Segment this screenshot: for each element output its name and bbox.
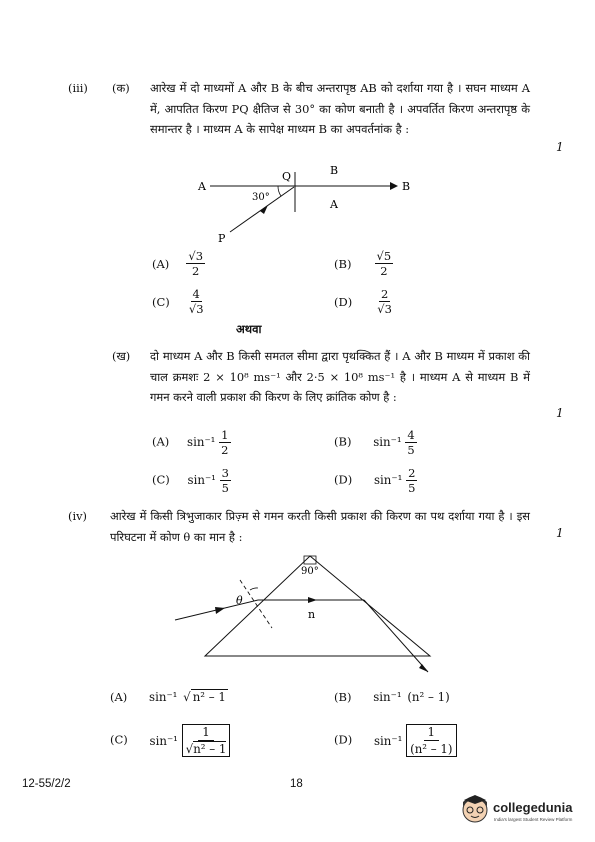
option-ka-C[interactable]: (C) $\frac{4}{√3}$ bbox=[152, 287, 204, 316]
label-theta: θ bbox=[236, 594, 243, 607]
part-kha-text: दो माध्यम A और B किसी समतल सीमा द्वारा पृथक्कित हैं । A और B माध्यम में प्रकाश की चाल क्रमशः 2 × 10⁸ ms⁻¹ और 2·5 × 10⁸ ms⁻¹ है । माध्यम A से माध्यम B में गमन करने वाली प्रकाश की किरण के लिए क्रांतिक कोण है : bbox=[150, 349, 530, 404]
page-number: 18 bbox=[290, 778, 303, 790]
logo-tagline: India's largest Student Review Platform bbox=[494, 817, 573, 822]
label-apex-90: 90° bbox=[301, 566, 319, 577]
option-iv-A[interactable]: (A) sin⁻¹ √ n² – 1 bbox=[110, 690, 226, 704]
option-kha-D[interactable]: (D) sin⁻¹ $\frac{2}{5}$ bbox=[334, 466, 416, 495]
paper-code: 12-55/2/2 bbox=[22, 778, 71, 790]
interface-diagram bbox=[190, 160, 410, 250]
label-B-region: B bbox=[330, 164, 339, 177]
logo-name: collegedunia bbox=[493, 800, 573, 815]
label-A-region: A bbox=[330, 198, 338, 211]
question-number-iii: (iii) bbox=[68, 81, 88, 95]
label-P: P bbox=[218, 232, 226, 245]
label-B-right: B bbox=[402, 180, 410, 193]
option-ka-D[interactable]: (D) $\frac{2}{√3}$ bbox=[334, 287, 392, 316]
q-iv-marks: 1 bbox=[556, 526, 564, 540]
option-kha-B[interactable]: (B) sin⁻¹ $\frac{4}{5}$ bbox=[334, 428, 415, 457]
label-n: n bbox=[308, 608, 316, 621]
option-iv-B[interactable]: (B) sin⁻¹ (n² – 1) bbox=[334, 690, 450, 704]
label-angle-30: 30° bbox=[252, 192, 270, 203]
option-iv-D[interactable]: (D) sin⁻¹ $\frac{1}{\text{(n² – 1)}}$ bbox=[334, 724, 457, 757]
part-ka-text: आरेख में दो माध्यमों A और B के बीच अन्तरापृष्ठ AB को दर्शाया गया है । सघन माध्यम A में, आपतित किरण PQ क्षैतिज से 30° का कोण बनाती है । अपवर्तित किरण अन्तरापृष्ठ के समान्तर है । माध्यम A के सापेक्ष माध्यम B का अपवर्तनांक है : bbox=[150, 81, 530, 136]
question-number-iv: (iv) bbox=[68, 509, 87, 523]
collegedunia-logo bbox=[460, 790, 590, 830]
option-kha-A[interactable]: (A) sin⁻¹ $\frac{1}{2}$ bbox=[152, 428, 229, 457]
option-iv-C[interactable]: (C) sin⁻¹ $\frac{1}{\text{√n² – 1}}$ bbox=[110, 724, 230, 757]
option-kha-C[interactable]: (C) sin⁻¹ $\frac{3}{5}$ bbox=[152, 466, 229, 495]
option-ka-B[interactable]: (B) $\frac{√5}{2}$ bbox=[334, 249, 392, 278]
prism-diagram bbox=[170, 552, 440, 682]
or-divider: अथवा bbox=[236, 322, 262, 336]
option-ka-A[interactable]: (A) $\frac{√3}{2}$ bbox=[152, 249, 204, 278]
part-ka-label: (क) bbox=[112, 81, 130, 95]
part-kha-marks: 1 bbox=[556, 406, 564, 420]
label-A-left: A bbox=[198, 180, 206, 193]
part-kha-label: (ख) bbox=[112, 349, 131, 363]
mascot-icon bbox=[460, 792, 490, 826]
q-iv-text: आरेख में किसी त्रिभुजाकार प्रिज़्म से गमन करती किसी प्रकाश की किरण का पथ दर्शाया गया है । इस परिघटना में कोण θ का मान है : bbox=[110, 509, 530, 544]
label-Q: Q bbox=[282, 170, 292, 183]
part-ka-marks: 1 bbox=[556, 140, 564, 154]
